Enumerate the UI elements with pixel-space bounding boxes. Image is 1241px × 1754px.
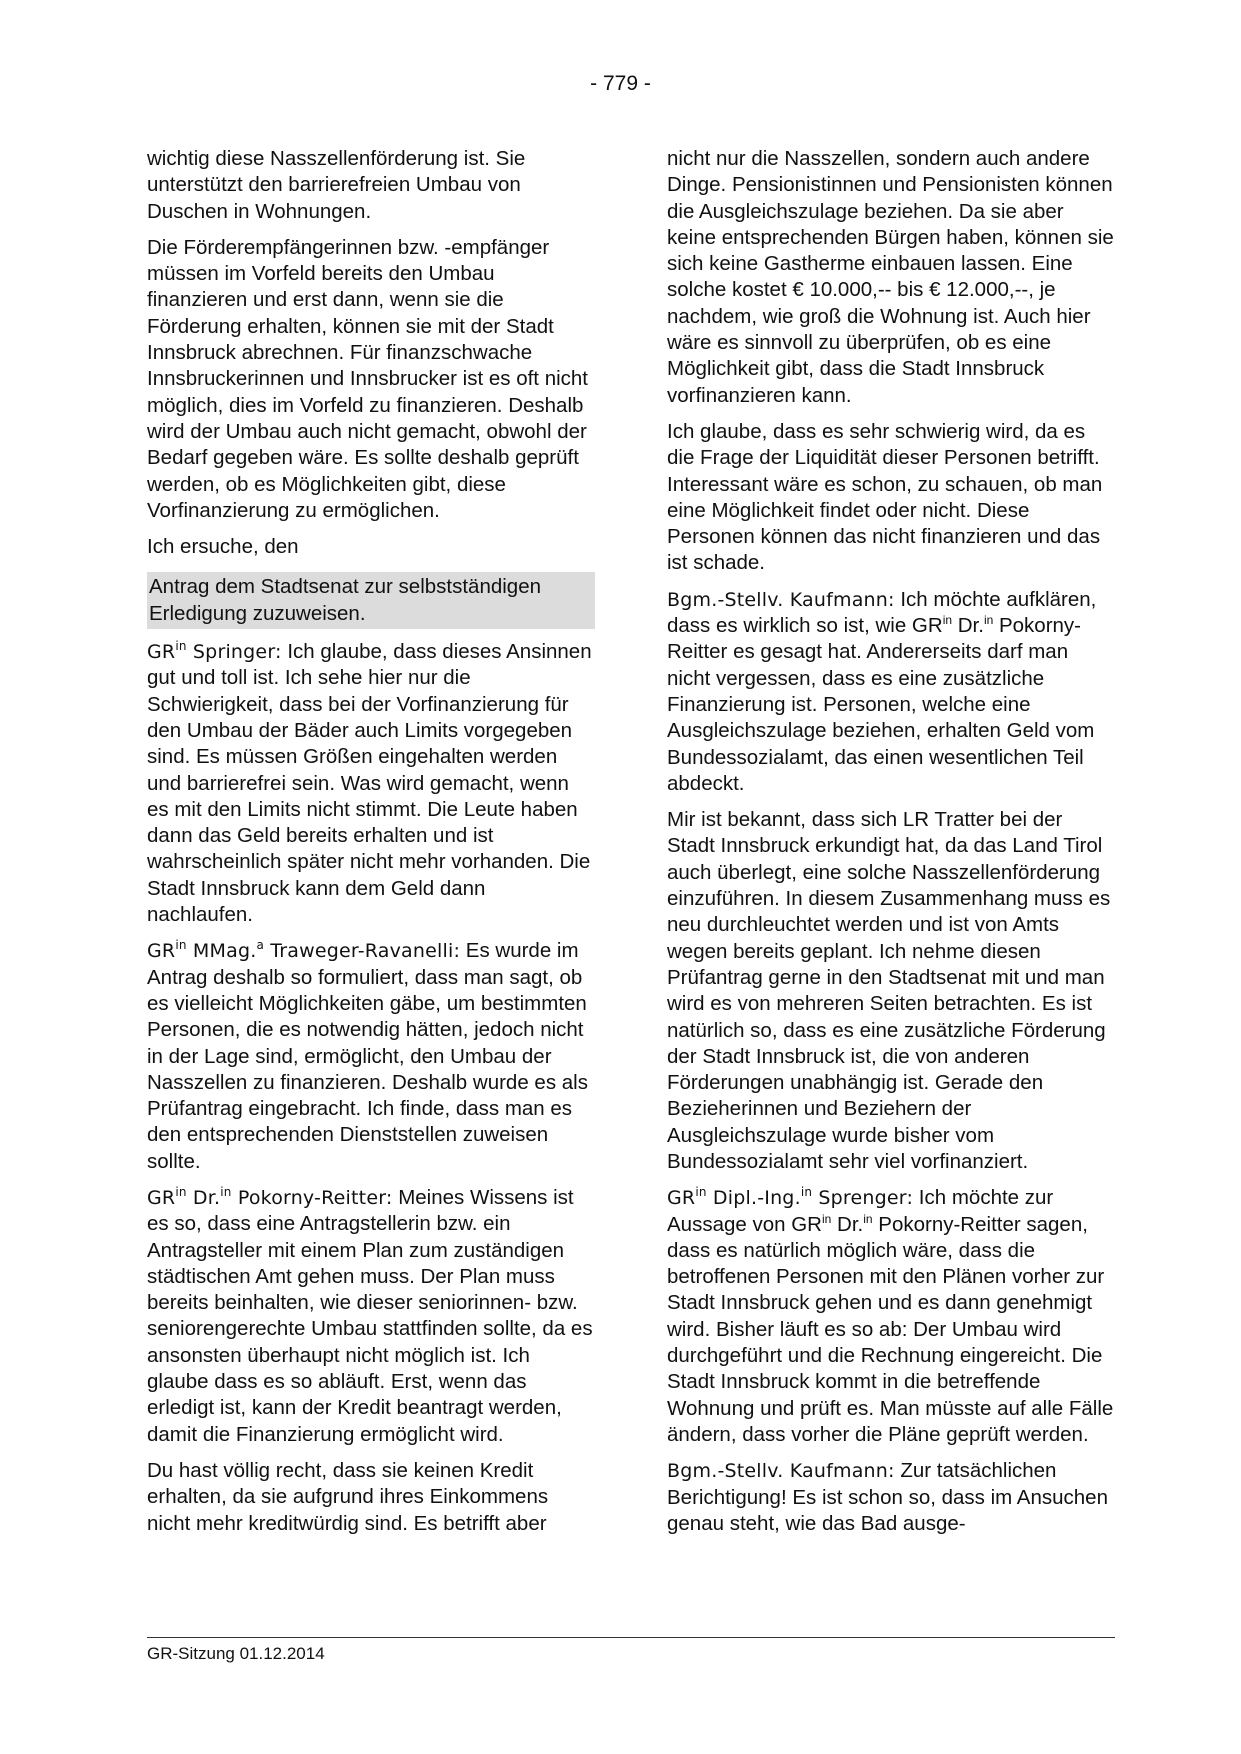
speech-text: Ich möchte aufklären, dass es wirklich so ist, wie $GR^{in}$ Dr.$^{in}$ Pokorny-Reitter es gesagt hat. Andererseits darf man nicht vergessen, dass es eine zusätzliche Finanzierung ist. Personen, welche eine Ausgleichszulage beziehen, erhalten Geld vom Bundessozialamt, das einen wesentlichen Teil abdeckt. [667,587,1097,795]
paragraph: nicht nur die Nasszellen, sondern auch andere Dinge. Pensionistinnen und Pensionisten können die Ausgleichszulage beziehen. Da sie aber keine entsprechenden Bürgen haben, können sie sich keine Gastherme einbauen lassen. Eine solche kostet € 10.000,-- bis € 12.000,--, je nachdem, wie groß die Wohnung ist. Auch hier wäre es sinnvoll zu überprüfen, ob es eine Möglichkeit gibt, dass die Stadt Innsbruck vorfinanzieren kann. [667,147,1114,407]
speech-kaufmann-2 [667,1458,1115,1537]
speech-pokorny [147,1185,595,1448]
speech-springer [147,639,595,928]
speech-text: Es wurde im Antrag deshalb so formuliert, dass man sagt, ob es vielleicht Möglichkeiten gäbe, um bestimmten Personen, die es notwendig hätten, jedoch nicht in der Lage sind, ermöglicht, den Umbau der Nasszellen zu finanzieren. Deshalb wurde es als Prüfantrag eingebracht. Ich finde, dass man es den entsprechenden Dienststellen zuweisen sollte. [147,939,588,1173]
speaker-label: $GR^{in}$ Dr.$^{in}$ Pokorny-Reitter: [147,1184,393,1209]
right-column [667,146,1115,1547]
speaker-label: $GR^{in}$ MMag.$^a$ Traweger-Ravanelli: [147,938,461,963]
speech-kaufmann [667,587,1115,797]
motion-text: Antrag dem Stadtsenat zur selbstständigen Erledigung zuzuweisen. [147,572,595,629]
paragraph: Du hast völlig recht, dass sie keinen Kredit erhalten, da sie aufgrund ihres Einkommens nicht mehr kreditwürdig sind. Es betrifft aber [147,1458,549,1535]
speech-text: Zur tatsächlichen Berichtigung! Es ist schon so, dass im Ansuchen genau steht, wie das Bad ausge- [667,1459,1108,1535]
paragraph: wichtig diese Nasszellenförderung ist. Sie unterstützt den barrierefreien Umbau von Duschen in Wohnungen. [147,147,526,223]
speaker-label: $GR^{in}$ Springer: [147,639,282,664]
footer-session-date: GR-Sitzung 01.12.2014 [147,1644,325,1663]
speech-text: Ich glaube, dass dieses Ansinnen gut und toll ist. Ich sehe hier nur die Schwierigkeit, dass bei der Vorfinanzierung für den Umbau der Bäder auch Limits vorgegeben sind. Es müssen Größen eingehalten werden und barrierefrei sein. Was wird gemacht, wenn es mit den Limits nicht stimmt. Die Leute haben dann das Geld bereits erhalten und ist wahrscheinlich später nicht mehr vorhanden. Die Stadt Innsbruck kann dem Geld dann nachlaufen. [147,640,592,927]
speech-sprenger [667,1185,1115,1448]
speech-text: Ich möchte zur Aussage von $GR^{in}$ Dr.$^{in}$ Pokorny-Reitter sagen, dass es natürlich möglich wäre, dass die betroffenen Personen mit den Plänen vorher zur Stadt Innsbruck gehen und es dann genehmigt wird. Bisher läuft es so ab: Der Umbau wird durchgeführt und die Rechnung eingereicht. Die Stadt Innsbruck kommt in die betreffende Wohnung und prüft es. Man müsste auf alle Fälle ändern, dass vorher die Pläne geprüft werden. [667,1186,1114,1446]
footer-divider [147,1637,1115,1638]
speech-traweger [147,938,595,1175]
speech-text: Meines Wissens ist es so, dass eine Antragstellerin bzw. ein Antragsteller mit einem Plan zum zuständigen städtischen Amt gehen muss. Der Plan muss bereits beinhalten, wie dieser seniorinnen- bzw. seniorengerechte Umbau stattfinden sollte, da es ansonsten überhaupt nicht möglich ist. Ich glaube dass es so abläuft. Erst, wenn das erledigt ist, kann der Kredit beantragt werden, damit die Finanzierung ermöglicht wird. [147,1185,593,1446]
page-number: - 779 - [590,72,651,95]
speaker-label: Bgm.-Stellv. Kaufmann: [667,1460,895,1483]
paragraph: Mir ist bekannt, dass sich LR Tratter bei der Stadt Innsbruck erkundigt hat, da das Land Tirol auch überlegt, eine solche Nasszellenförderung einzuführen. In diesem Zusammenhang muss es neu durchleuchtet werden und ist von Amts wegen bereits geplant. Ich nehme diesen Prüfantrag gerne in den Stadtsenat mit und man wird es von mehreren Seiten betrachten. Es ist natürlich so, dass es eine zusätzliche Förderung der Stadt Innsbruck ist, die von anderen Förderungen unabhängig ist. Gerade den Bezieherinnen und Beziehern der Ausgleichszulage wurde bisher vom Bundessozialamt sehr viel vorfinanziert. [667,808,1111,1173]
left-column [147,146,595,1547]
paragraph: Die Förderempfängerinnen bzw. -empfänger müssen im Vorfeld bereits den Umbau finanzieren und erst dann, wenn sie die Förderung erhalten, können sie mit der Stadt Innsbruck abrechnen. Für finanzschwache Innsbruckerinnen und Innsbrucker ist es oft nicht möglich, dies im Vorfeld zu finanzieren. Deshalb wird der Umbau auch nicht gemacht, obwohl der Bedarf gegeben wäre. Es sollte deshalb geprüft werden, ob es Möglichkeiten gibt, diese Vorfinanzierung zu ermöglichen. [147,235,588,522]
speaker-label: $GR^{in}$ Dipl.-Ing.$^{in}$ Sprenger: [667,1185,914,1210]
paragraph: Ich ersuche, den [147,535,299,559]
paragraph: Ich glaube, dass es sehr schwierig wird, da es die Frage der Liquidität dieser Personen betrifft. Interessant wäre es schon, zu schauen, ob man eine Möglichkeit findet oder nicht. Diese Personen können das nicht finanzieren und das ist schade. [667,419,1103,575]
speaker-label: Bgm.-Stellv. Kaufmann: [667,588,895,611]
